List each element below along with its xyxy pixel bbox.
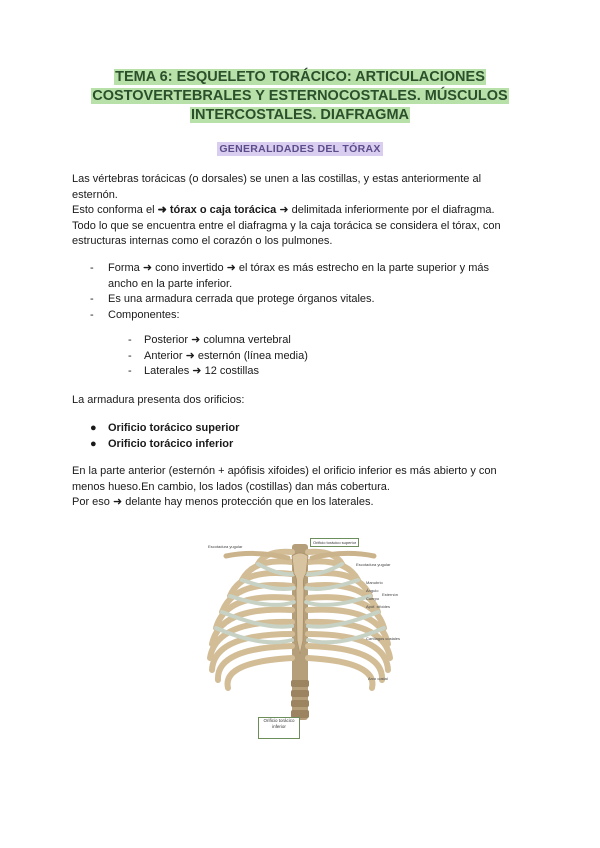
list-item (72, 261, 532, 277)
intro-line-1: Las vértebras torácicas (o dorsales) se unen a las costillas, y estas anteriormente al (72, 173, 482, 185)
intro-paragraph (72, 172, 532, 250)
list-item (72, 364, 532, 380)
section-heading-text: GENERALIDADES DEL TÓRAX (219, 143, 381, 155)
figure-label-r3: Ángulo (366, 588, 379, 593)
bullet-marker: ● (90, 422, 97, 434)
list-item (72, 292, 532, 308)
dash-marker: - (128, 365, 132, 378)
inferior-orifice-caption (258, 717, 300, 739)
title-line-1: TEMA 6: ESQUELETO TORÁCICO: ARTICULACIONES (115, 69, 485, 85)
list-item (72, 333, 532, 349)
dash-marker: - (90, 262, 94, 274)
label-top-left: Escotadura yugular (208, 544, 243, 549)
list-item-text: Anterior ➜ esternón (línea media) (144, 349, 308, 362)
properties-list (72, 261, 532, 323)
figure-label-r2: Manubrio (366, 580, 383, 585)
list-item-text: Posterior ➜ columna vertebral (144, 334, 291, 346)
thorax-illustration (196, 530, 404, 734)
figure-label-r8: Arco costal (368, 676, 388, 681)
list-item-text: Orificio torácico superior (108, 422, 240, 434)
closing-line-3: Por eso ➜ delante hay menos protección que en los laterales. (72, 496, 374, 509)
list-item-continuation (72, 277, 532, 293)
figure-label-r5: Apóf. xifoides (366, 604, 391, 609)
list-item (72, 437, 532, 453)
intro-line-5: estructuras internas como el corazón o los pulmones. (72, 235, 333, 248)
intro-line-3-pre: Esto conforma el (72, 204, 158, 217)
label-superior-orifice-box: Orificio torácico superior (310, 538, 359, 547)
dash-marker: - (90, 308, 94, 321)
intro-line-2: esternón. (72, 188, 118, 201)
dash-marker: - (90, 293, 94, 306)
components-list (72, 333, 532, 380)
list-item-text: Orificio torácico inferior (108, 437, 234, 450)
title-line-3: INTERCOSTALES. DIAFRAGMA (190, 107, 410, 123)
closing-line-1: En la parte anterior (esternón + apófisis xifoides) el orificio inferior es más abierto y con (72, 465, 497, 477)
orifices-list (72, 421, 532, 452)
closing-line-2: menos hueso.En cambio, los lados (costillas) dan más cobertura. (72, 480, 390, 493)
caption-line-2: inferior (272, 724, 286, 729)
list-item (72, 308, 532, 324)
list-item (72, 421, 532, 437)
document-title (60, 68, 540, 125)
figure-label-r7: Cartílagos costales (366, 636, 401, 641)
intro-line-3-post: ➜ delimitada inferiormente por el diafragma. (276, 204, 495, 217)
orifices-intro (72, 393, 532, 409)
orifices-intro-text: La armadura presenta dos orificios: (72, 394, 245, 406)
list-item-text: Es una armadura cerrada que protege órganos vitales. (108, 293, 375, 306)
list-item (72, 349, 532, 365)
caption-line-1: Orificio torácico (263, 718, 295, 723)
dash-marker: - (128, 334, 132, 346)
dash-marker: - (128, 349, 132, 362)
intro-line-3-arrow: ➜ (157, 204, 167, 217)
section-heading (0, 143, 600, 155)
intro-line-3-bold: tórax o caja torácica (166, 204, 277, 217)
figure-label-r1: Escotadura yugular (356, 562, 391, 567)
figure-label-r6: Esternón (382, 592, 399, 597)
rib-cage-drawing (196, 530, 404, 734)
list-item-text: Forma ➜ cono invertido ➜ el tórax es más estrecho en la parte superior y más (108, 262, 489, 274)
figure-label-r4: Cuerpo (366, 596, 380, 601)
list-item-text: Componentes: (108, 308, 180, 321)
intro-line-3 (72, 203, 532, 219)
intro-line-4: Todo lo que se encuentra entre el diafragma y la caja torácica se considera el tórax, con (72, 219, 501, 232)
bullet-marker: ● (90, 437, 97, 450)
list-item-text: Laterales ➜ 12 costillas (144, 365, 259, 378)
title-line-2: COSTOVERTEBRALES Y ESTERNOCOSTALES. MÚSCULOS (92, 88, 508, 104)
closing-paragraph (72, 464, 532, 511)
list-item-text: ancho en la parte inferior. (108, 277, 233, 290)
